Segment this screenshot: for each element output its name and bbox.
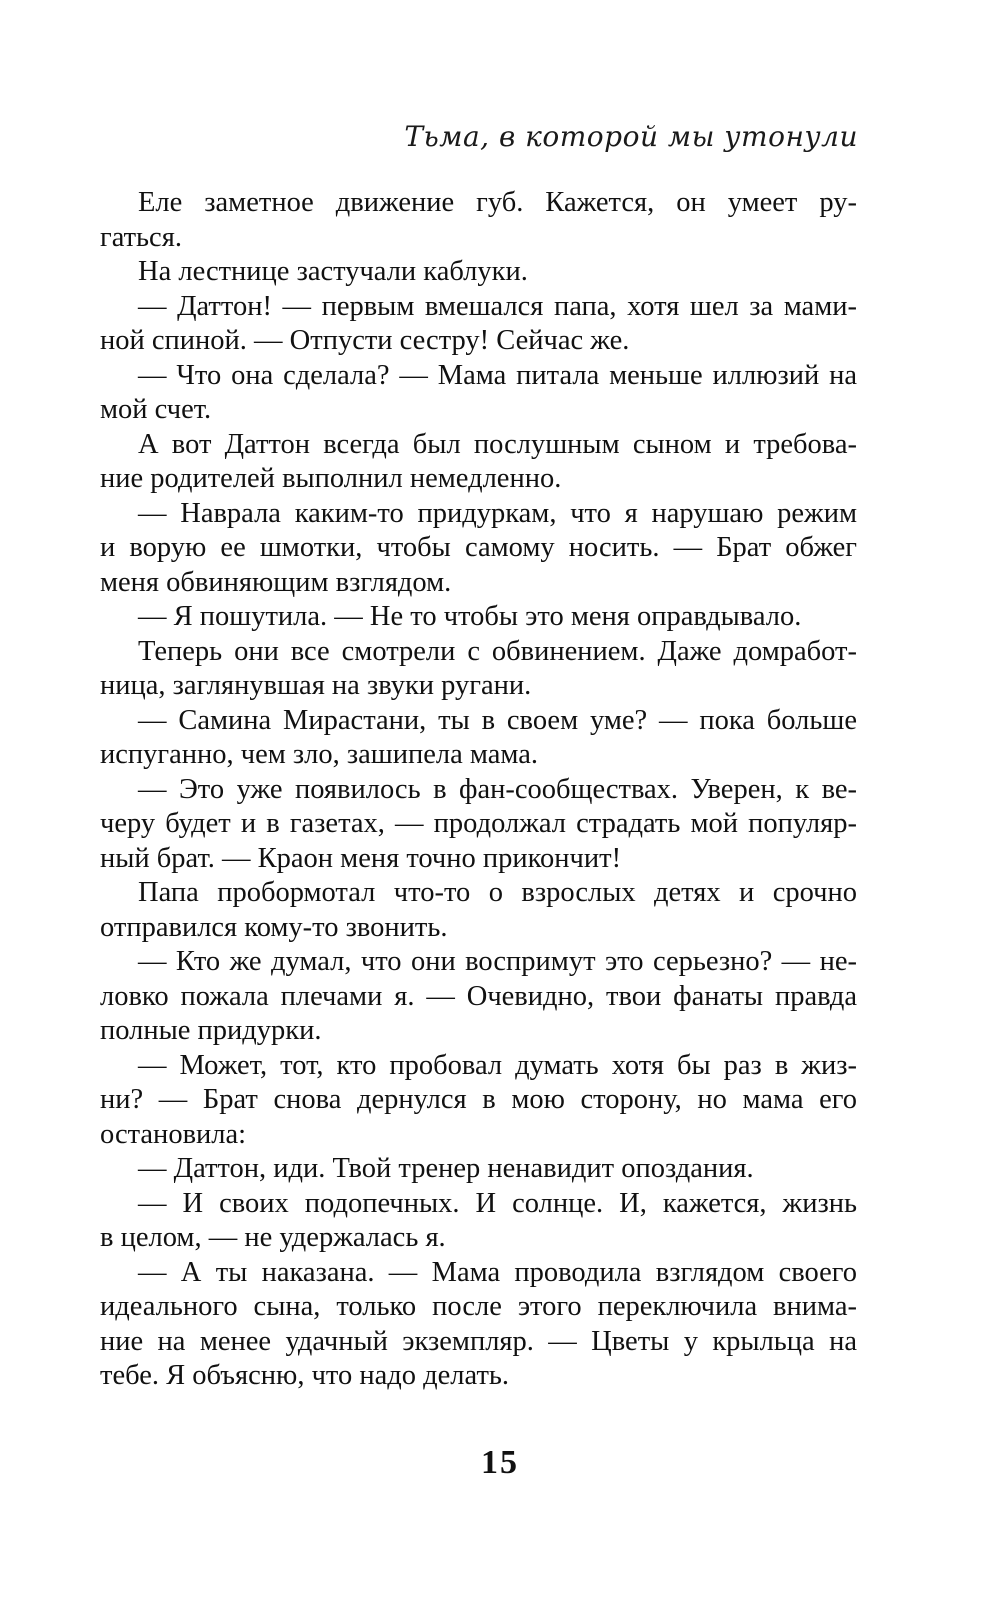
text-line: остановила: [100, 1118, 247, 1150]
text-line: ние родителей выполнил немедленно. [100, 463, 562, 494]
text-line: меня обвиняющим взглядом. [100, 566, 452, 598]
text-line: А вот Даттон всегда был послушным сыном и требова- [138, 428, 857, 460]
text-line: — Наврала каким-то придуркам, что я нарушаю режим [138, 497, 857, 529]
text-line: идеального сына, только после этого переключила внима- [100, 1291, 857, 1322]
text-line: ница, заглянувшая на звуки ругани. [100, 670, 532, 701]
page-number: 15 [481, 1444, 519, 1481]
text-line: ние на менее удачный экземпляр. — Цветы у крыльца на [100, 1325, 857, 1357]
text-line: — Может, тот, кто пробовал думать хотя бы раз в жиз- [138, 1049, 857, 1081]
text-line: — Что она сделала? — Мама питала меньше иллюзий на [138, 359, 857, 391]
text-line: — Самина Мирастани, ты в своем уме? — пока больше [138, 704, 857, 736]
text-line: — И своих подопечных. И солнце. И, кажется, жизнь [138, 1187, 857, 1219]
text-line: мой счет. [100, 394, 212, 425]
text-line: — Это уже появилось в фан-сообществах. Уверен, к ве- [138, 773, 857, 805]
text-line: ловко пожала плечами я. — Очевидно, твои фанаты правда [100, 980, 857, 1012]
text-line: отправился кому-то звонить. [100, 911, 448, 943]
text-line: Еле заметное движение губ. Кажется, он умеет ру- [138, 187, 857, 218]
text-line: — Даттон, иди. Твой тренер ненавидит опоздания. [138, 1153, 754, 1184]
text-line: Папа пробормотал что-то о взрослых детях и срочно [138, 877, 857, 908]
text-line: — А ты наказана. — Мама проводила взглядом своего [138, 1256, 857, 1288]
text-line: ни? — Брат снова дернулся в мою сторону, но мама его [100, 1084, 857, 1115]
text-line: ный брат. — Краон меня точно прикончит! [100, 842, 622, 874]
body-text [100, 186, 857, 1394]
text-line: испуганно, чем зло, зашипела мама. [100, 739, 538, 770]
text-line: Теперь они все смотрели с обвинением. Даже домработ- [138, 635, 857, 667]
text-line: в целом, — не удержалась я. [100, 1222, 446, 1253]
text-line: черу будет и в газетах, — продолжал страдать мой популяр- [100, 808, 857, 839]
text-line: гаться. [100, 221, 182, 253]
text-line: На лестнице застучали каблуки. [138, 256, 528, 287]
text-line: тебе. Я объясню, что надо делать. [100, 1360, 510, 1391]
text-line: — Даттон! — первым вмешался папа, хотя шел за мами- [138, 290, 857, 322]
text-line: и ворую ее шмотки, чтобы самому носить. — Брат обжег [100, 532, 857, 563]
text-line: ной спиной. — Отпусти сестру! Сейчас же. [100, 325, 630, 356]
running-header: Тьма, в которой мы утонули [404, 120, 858, 153]
text-line: полные придурки. [100, 1015, 322, 1046]
text-line: — Я пошутила. — Не то чтобы это меня оправдывало. [138, 601, 802, 632]
text-line: — Кто же думал, что они воспримут это серьезно? — не- [138, 946, 857, 977]
